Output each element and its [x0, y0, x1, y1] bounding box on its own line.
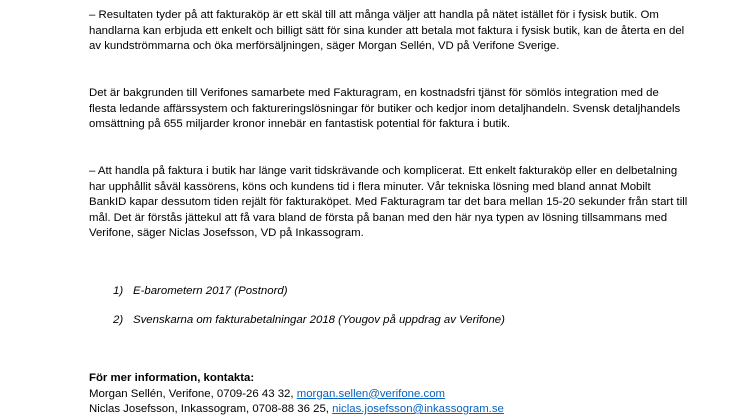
contact-person-niclas [89, 402, 689, 418]
reference-item-1 [113, 284, 288, 300]
contact-heading: För mer information, kontakta: [89, 372, 255, 384]
paragraph-morgan-quote: – Resultaten tyder på att fakturaköp är ett skäl till att många väljer att handla på nätet istället för i fysisk butik. Om handlarna kan erbjuda ett enkelt och billigt sätt för sina kunder att betala mot faktura i fysisk butik, kan de återta en del av kundströmmarna och öka merförsäljningen, säger Morgan Sellén, VD på Verifone Sverige. [89, 9, 685, 52]
contact-details: Niclas Josefsson, Inkassogram, 0708-88 36 25, [89, 403, 333, 415]
contact-details: Morgan Sellén, Verifone, 0709-26 43 32, [89, 387, 297, 400]
email-link-niclas[interactable]: niclas.josefsson@inkassogram.se [332, 403, 504, 415]
contact-section [89, 371, 689, 418]
paragraph-niclas-quote: – Att handla på faktura i butik har länge varit tidskrävande och komplicerat. Ett enkelt fakturaköp eller en delbetalning har upphållit såväl kassörens, köns och kundens tid i flera minuter. Vår tekniska lösning med bland annat Mobilt BankID kapar dessutom tiden rejält för fakturaköpet. Med Fakturagram tar det bara mellan 15-20 sekunder från start till mål. Det är förstås jättekul att få vara bland de första på banan med den här nya typen av lösning tillsammans med Verifone, säger Niclas Josefsson, VD på Inkassogram. [89, 165, 688, 239]
reference-number: 2) [113, 314, 124, 326]
contact-person-morgan [89, 387, 689, 403]
reference-number: 1) [113, 285, 124, 297]
paragraph-background: Det är bakgrunden till Verifones samarbete med Fakturagram, en kostnadsfri tjänst för sömlös integration med de flesta ledande affärssystem och faktureringslösningar för butiker och kedjor inom detaljhandeln. Svensk detaljhandels omsättning på 655 miljarder kronor innebär en fantastisk potential för faktura i butik. [89, 87, 681, 130]
email-link-morgan[interactable]: morgan.sellen@verifone.com [296, 387, 446, 400]
reference-text: Svenskarna om fakturabetalningar 2018 (Yougov på uppdrag av Verifone) [133, 314, 505, 326]
reference-text: E-barometern 2017 (Postnord) [133, 285, 288, 297]
reference-item-2 [113, 313, 505, 329]
